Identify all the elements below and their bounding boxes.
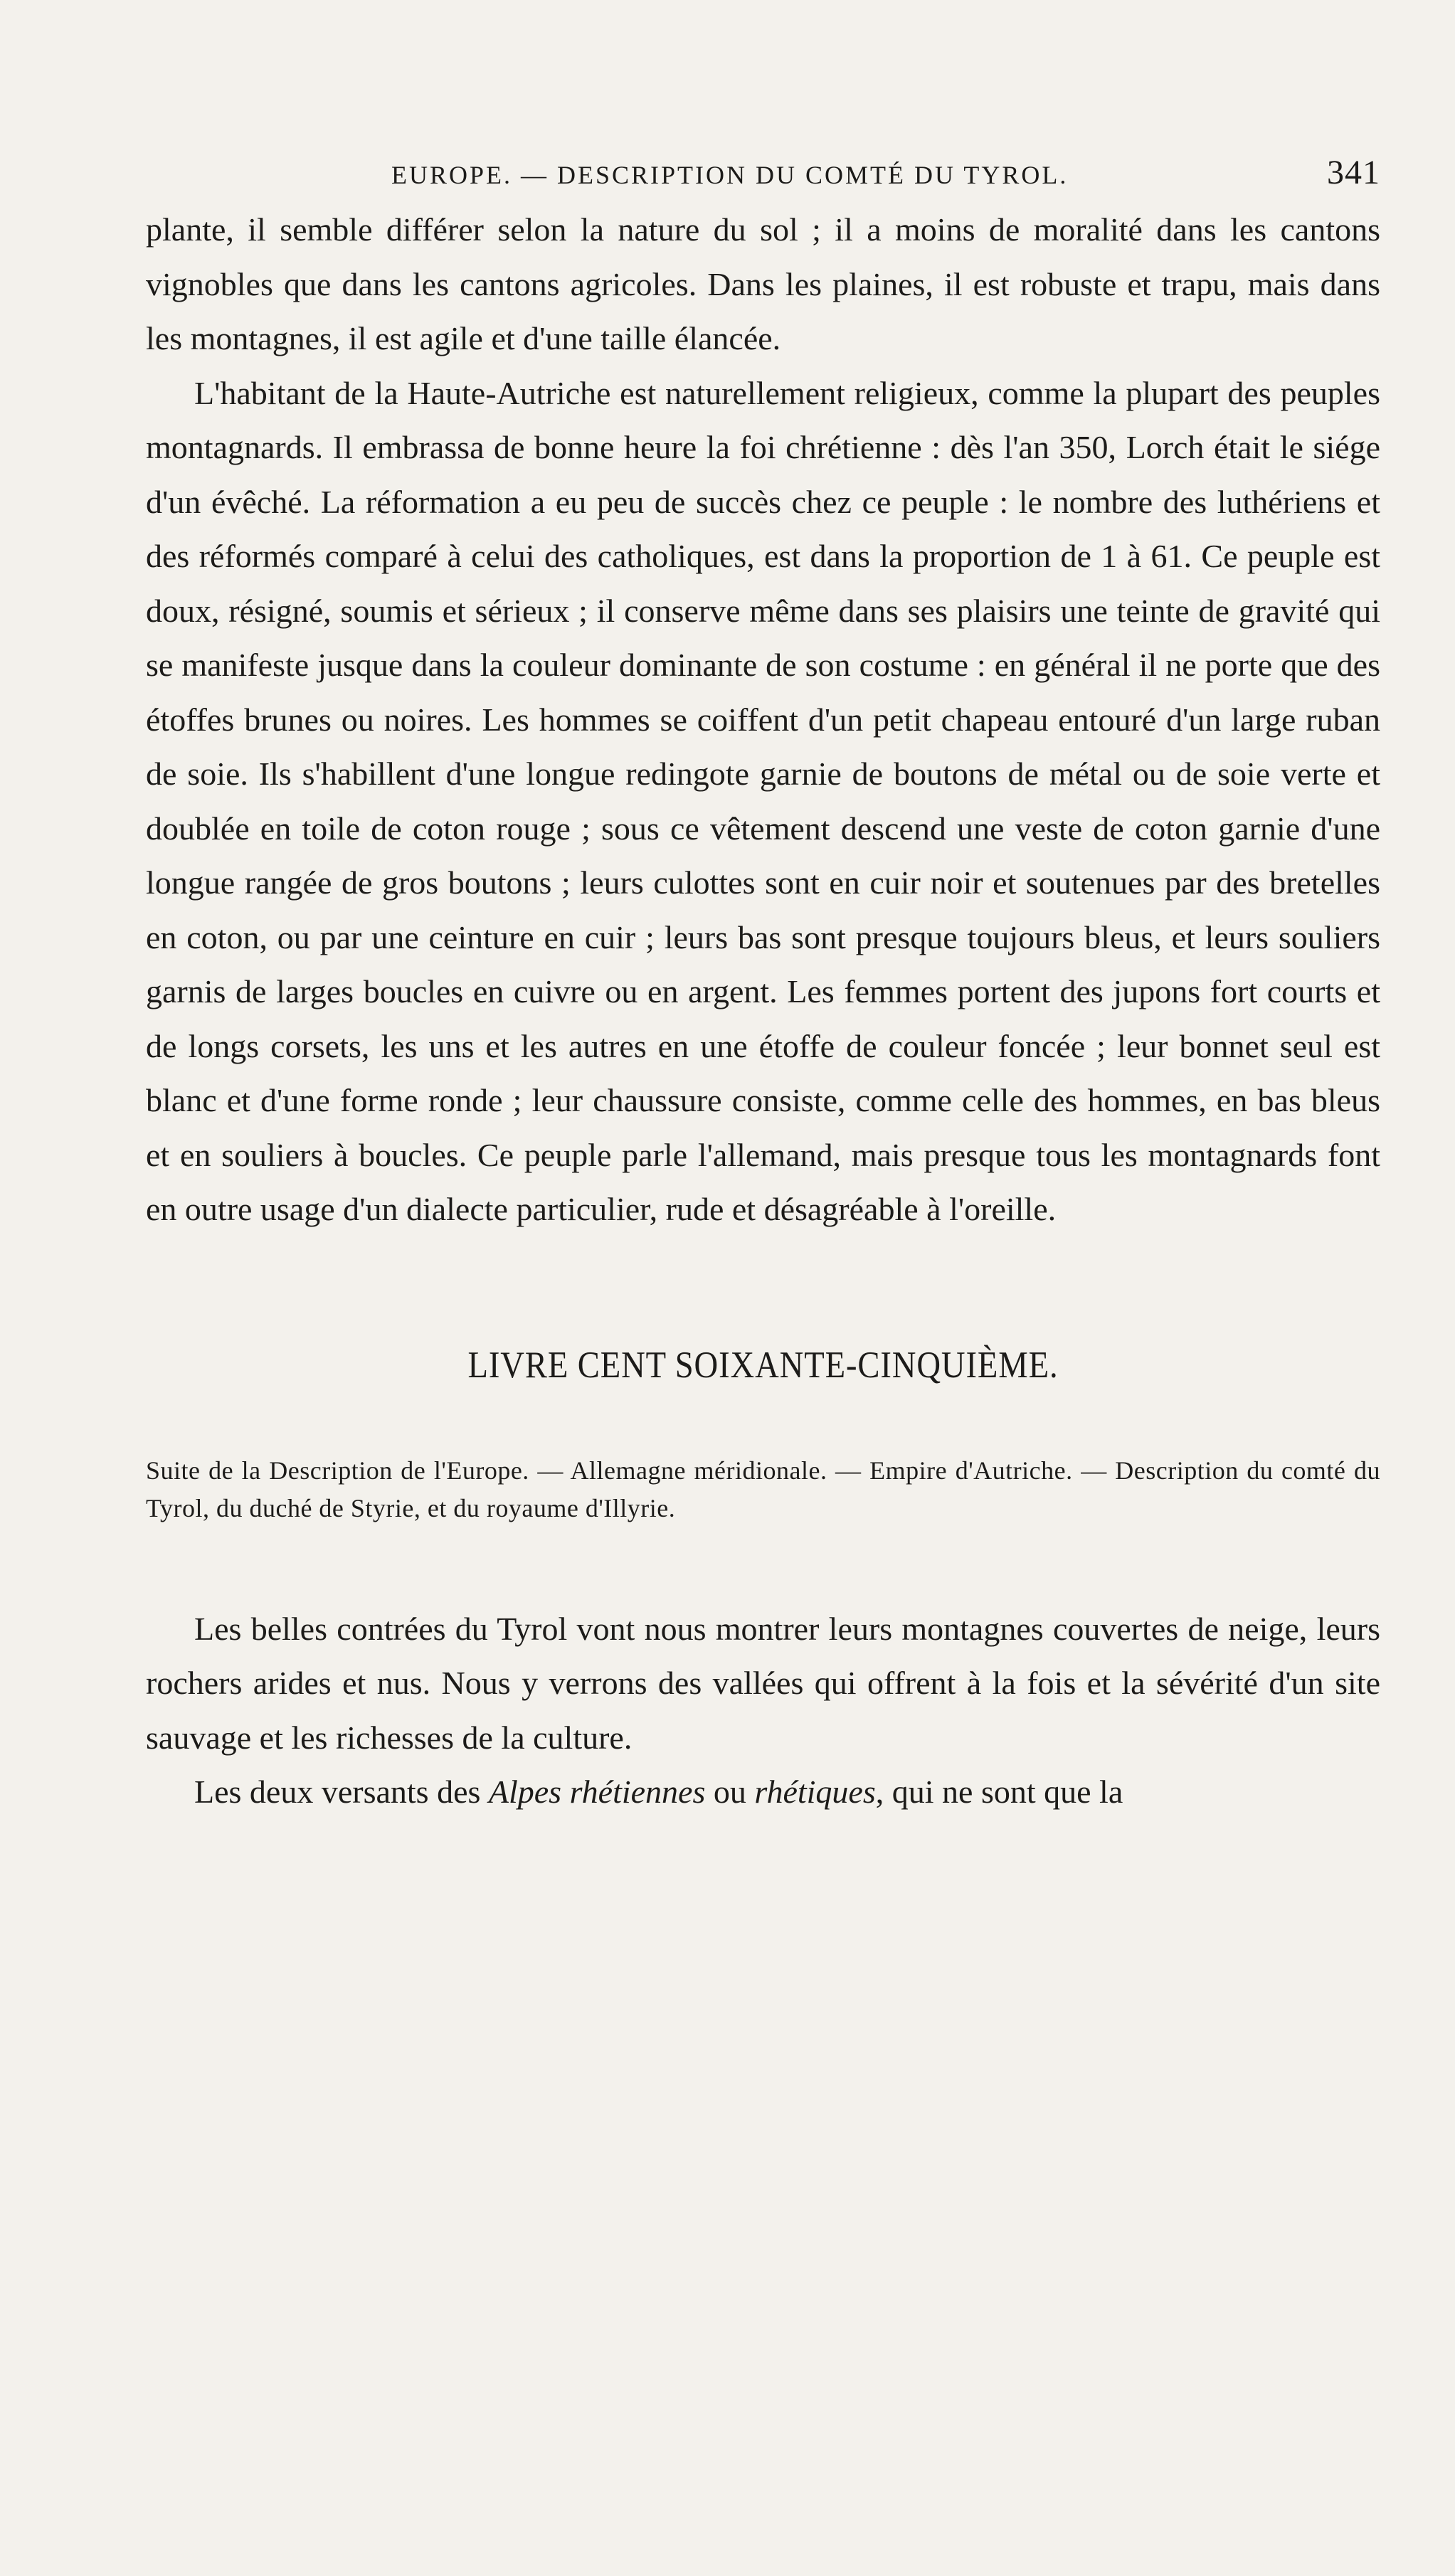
paragraph-alpes-mid: ou — [705, 1774, 755, 1810]
paragraph-haute-autriche: L'habitant de la Haute-Autriche est naturellement religieux, comme la plupart des peuples montagnards. Il embrassa de bonne heure la foi chrétienne : dès l'an 350, Lorch était le siége d'un évêché. La réformation a eu peu de succès chez ce peuple : le nombre des luthériens et des réformés comparé à celui des catholiques, est dans la proportion de 1 à 61. Ce peuple est doux, résigné, soumis et sérieux ; il conserve même dans ses plaisirs une teinte de gravité qui se manifeste jusque dans la couleur dominante de son costume : en général il ne porte que des étoffes brunes ou noires. Les hommes se coiffent d'un petit chapeau entouré d'un large ruban de soie. Ils s'habillent d'une longue redingote garnie de boutons de métal ou de soie verte et doublée en toile de coton rouge ; sous ce vêtement descend une veste de coton garnie d'une longue rangée de gros boutons ; leurs culottes sont en cuir noir et soutenues par des bretelles en coton, ou par une ceinture en cuir ; leurs bas sont presque toujours bleus, et leurs souliers garnis de larges boucles en cuivre ou en argent. Les femmes portent des jupons fort courts et de longs corsets, les uns et les autres en une étoffe de couleur foncée ; leur bonnet seul est blanc et d'une forme ronde ; leur chaussure consiste, comme celle des hommes, en bas bleus et en souliers à boucles. Ce peuple parle l'allemand, mais presque tous les montagnards font en outre usage d'un dialecte particulier, rude et désagréable à l'oreille. — [146, 374, 1380, 1227]
book-page — [146, 153, 1380, 1820]
paragraph-continued: plante, il semble différer selon la nature du sol ; il a moins de moralité dans les cantons vignobles que dans les cantons agricoles. Dans les plaines, il est robuste et trapu, mais dans les montagnes, il est agile et d'une taille élancée. — [146, 211, 1380, 356]
paragraph-alpes-start: Les deux versants des — [194, 1774, 489, 1810]
paragraph-tyrol-intro: Les belles contrées du Tyrol vont nous montrer leurs montagnes couvertes de neige, leurs rochers arides et nus. Nous y verrons des vallées qui offrent à la fois et la sévérité d'un site sauvage et les richesses de la culture. — [146, 1610, 1380, 1756]
alpes-rhetiennes-term: Alpes rhétiennes — [488, 1774, 706, 1810]
running-title: EUROPE. — DESCRIPTION DU COMTÉ DU TYROL. — [391, 161, 1069, 189]
chapter-summary: Suite de la Description de l'Europe. — Allemagne méridionale. — Empire d'Autriche. — Description du comté du Tyrol, du duché de Styrie, et du royaume d'Illyrie. — [146, 1456, 1380, 1522]
running-header — [146, 153, 1380, 203]
page-number: 341 — [1327, 154, 1380, 191]
paragraph-alpes — [146, 1765, 1380, 1820]
book-title: LIVRE CENT SOIXANTE-CINQUIÈME. — [467, 1344, 1059, 1386]
rhetiques-term: rhétiques — [754, 1774, 876, 1810]
paragraph-alpes-end: , qui ne sont que la — [875, 1774, 1123, 1810]
